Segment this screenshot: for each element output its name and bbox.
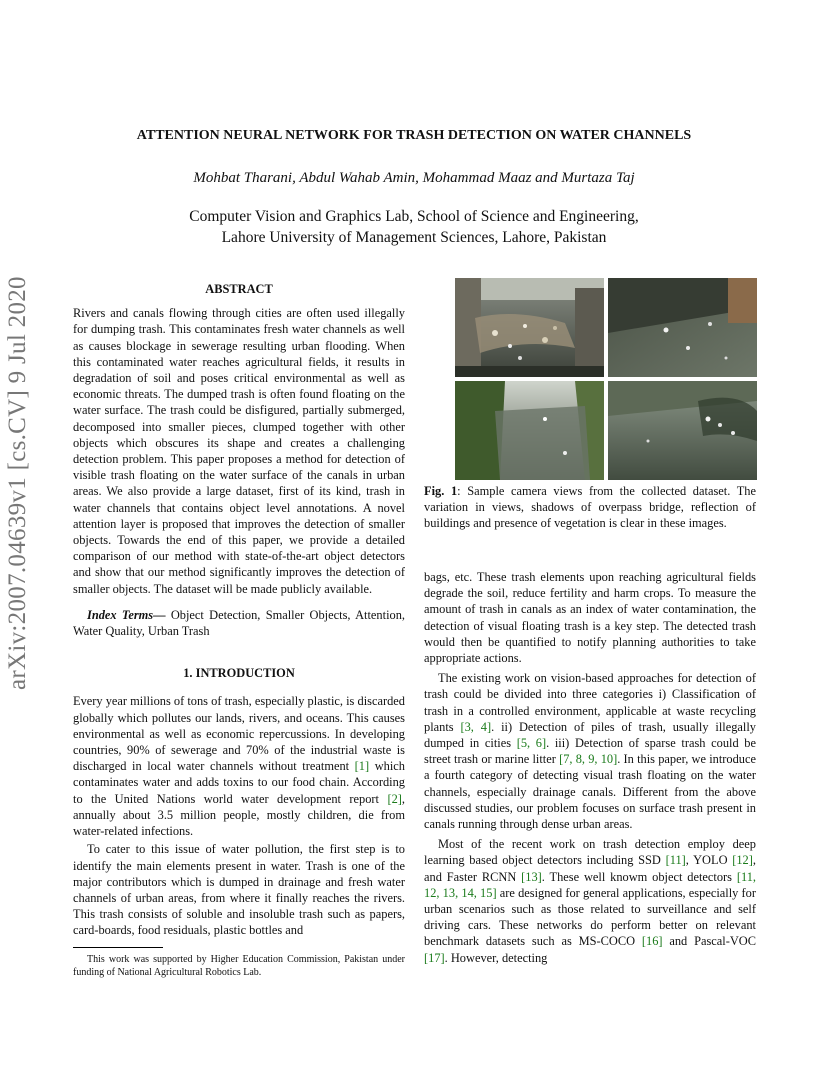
- canal-photo-vegetation: [455, 381, 604, 480]
- footnote: [73, 953, 405, 979]
- right-paragraph-3: [424, 836, 756, 966]
- right-p3-text-d: . These well knowm object detectors: [541, 869, 737, 884]
- citation-link[interactable]: [11, 12, 13, 14, 15]: [424, 869, 756, 900]
- canal-photo-bridge-shadow: [608, 278, 757, 377]
- index-terms-label: Index Terms: [87, 607, 154, 622]
- paper-title: ATTENTION NEURAL NETWORK FOR TRASH DETECTION ON WATER CHANNELS: [136, 128, 692, 143]
- right-p3-text-c: , and Faster RCNN: [424, 853, 756, 884]
- citation-link[interactable]: [11]: [665, 853, 686, 868]
- abstract-heading: ABSTRACT: [205, 282, 273, 296]
- right-p2-text-a: The existing work on vision-based approaches for detection of trash could be divided into three categories i) Classification of trash in a controlled environment, applicable at waste recycling plants: [424, 671, 756, 734]
- right-paragraph-2: [424, 670, 756, 832]
- right-p3-text-e: are designed for general applications, especially for urban scenarios such as those related to surveillance and self driving cars. These networks do perform better on relevant benchmark datasets such as MS-COCO: [424, 885, 756, 949]
- right-p3-text-b: , YOLO: [685, 853, 733, 868]
- right-p2-text-b: . ii) Detection of piles of trash, usually illegally dumped in cities: [424, 719, 756, 751]
- canal-photo-trash-clumps: [455, 278, 604, 377]
- intro-p1-text-c: , annually about 3.5 million people, mostly children, die from water-related infections.: [73, 791, 405, 839]
- index-terms-text: Object Detection, Smaller Objects, Attention, Water Quality, Urban Trash: [73, 607, 406, 639]
- citation-link[interactable]: [16]: [641, 934, 663, 949]
- intro-p1-text-a: Every year millions of tons of trash, especially plastic, is discarded globally which pollutes our lands, rivers, and oceans. This causes environmental as well as economic repercussions. In developing countries, 90% of sewerage and 70% of the industrial waste is discharged in local water channels without treatment: [73, 694, 405, 774]
- citation-link[interactable]: [12]: [732, 853, 753, 868]
- affiliation: [60, 206, 768, 248]
- intro-p1-text-b: which contaminates water and adds toxins to our food chain. According to the United Nations world water development report: [73, 759, 405, 806]
- abstract-text: Rivers and canals flowing through cities are often used illegally for dumping trash. This contaminates fresh water channels as well as causes blockage in sewerage resulting urban flooding. When this contaminated water reaches agricultural fields, it results in degradation of soil and poses critical environmental as well as economic threats. The dumped trash is often found floating on the water surface. The trash could be disfigured, partially submerged, decomposed into smaller pieces, clumped together with other objects which obscures its shape and creates a challenging detection problem. This paper proposes a method for detection of visible trash floating on the water surface of the canals in urban areas. We also provide a large dataset, first of its kind, trash in water channels that contains object level annotations. A novel attention layer is proposed that improves the detection of smaller objects. Towards the end of this paper, we provide a detailed comparison of our method with state-of-the-art object detectors and show that our method significantly improves the detection of smaller objects. The dataset will be made publicly available.: [73, 306, 405, 596]
- right-p2-text-c: . iii) Detection of sparse trash could be street trash or marine litter: [424, 736, 757, 767]
- citation-link[interactable]: [3, 4]: [460, 719, 492, 734]
- citation-link[interactable]: [7, 8, 9, 10]: [559, 752, 618, 767]
- footnote-rule: [73, 947, 163, 948]
- citation-link[interactable]: [13]: [521, 869, 542, 884]
- affiliation-line-2: Lahore University of Management Sciences, Lahore, Pakistan: [221, 229, 607, 246]
- canal-photo-reflection: [608, 381, 757, 480]
- arxiv-identifier: arXiv:2007.04639v1 [cs.CV] 9 Jul 2020: [4, 276, 31, 690]
- right-paragraph-1: bags, etc. These trash elements upon reaching agricultural fields degrade the soil, reduce fertility and harm crops. To measure the amount of trash in canals as an index of water contamination, the detection of visual floating trash is a key step. The detected trash would then be quantified to notify planning authorities to take appropriate actions.: [424, 570, 756, 666]
- citation-link[interactable]: [17]: [424, 950, 445, 965]
- citation-link[interactable]: [5, 6]: [516, 736, 547, 751]
- figure-label: Fig. 1: [424, 484, 458, 498]
- intro-paragraph-2: To cater to this issue of water pollution, the first step is to identify the main elements present in water. Trash is one of the major contributors which is dumped in drainage and fresh water channels of urban areas, from where it finally reaches the rivers. This trash consists of soluble and insoluble trash such as papers, card-boards, food residuals, plastic bottles and: [73, 842, 405, 938]
- right-column: [424, 569, 756, 966]
- right-p3-text-g: . However, detecting: [444, 950, 548, 965]
- figure-1-caption: [424, 483, 756, 532]
- author-list: Mohbat Tharani, Abdul Wahab Amin, Mohammad Maaz and Murtaza Taj: [193, 170, 635, 186]
- right-p3-text-a: Most of the recent work on trash detection employ deep learning based object detectors including SSD: [424, 837, 756, 868]
- footnote-text: This work was supported by Higher Education Commission, Pakistan under funding of National Agricultural Robotics Lab.: [73, 954, 405, 978]
- right-p2-text-d: . In this paper, we introduce a fourth category of detecting visual trash floating on the water channels, especially drainage canals. Different from the above discussed studies, our problem focuses on surface trash present in canals running through dense urban areas.: [424, 752, 756, 832]
- index-terms-dash: —: [153, 607, 166, 622]
- figure-1-grid: [455, 278, 757, 480]
- figure-caption-text: : Sample camera views from the collected dataset. The variation in views, shadows of overpass bridge, reflection of buildings and presence of vegetation is clear in these images.: [424, 484, 756, 531]
- citation-link[interactable]: [2]: [387, 791, 402, 806]
- citation-link[interactable]: [1]: [354, 759, 370, 774]
- intro-heading: 1. INTRODUCTION: [183, 666, 295, 681]
- affiliation-line-1: Computer Vision and Graphics Lab, School of Science and Engineering,: [189, 208, 639, 225]
- left-column: [73, 281, 405, 939]
- right-p3-text-f: and Pascal-VOC: [662, 934, 757, 949]
- intro-paragraph-1: [73, 693, 405, 839]
- index-terms: [73, 607, 405, 639]
